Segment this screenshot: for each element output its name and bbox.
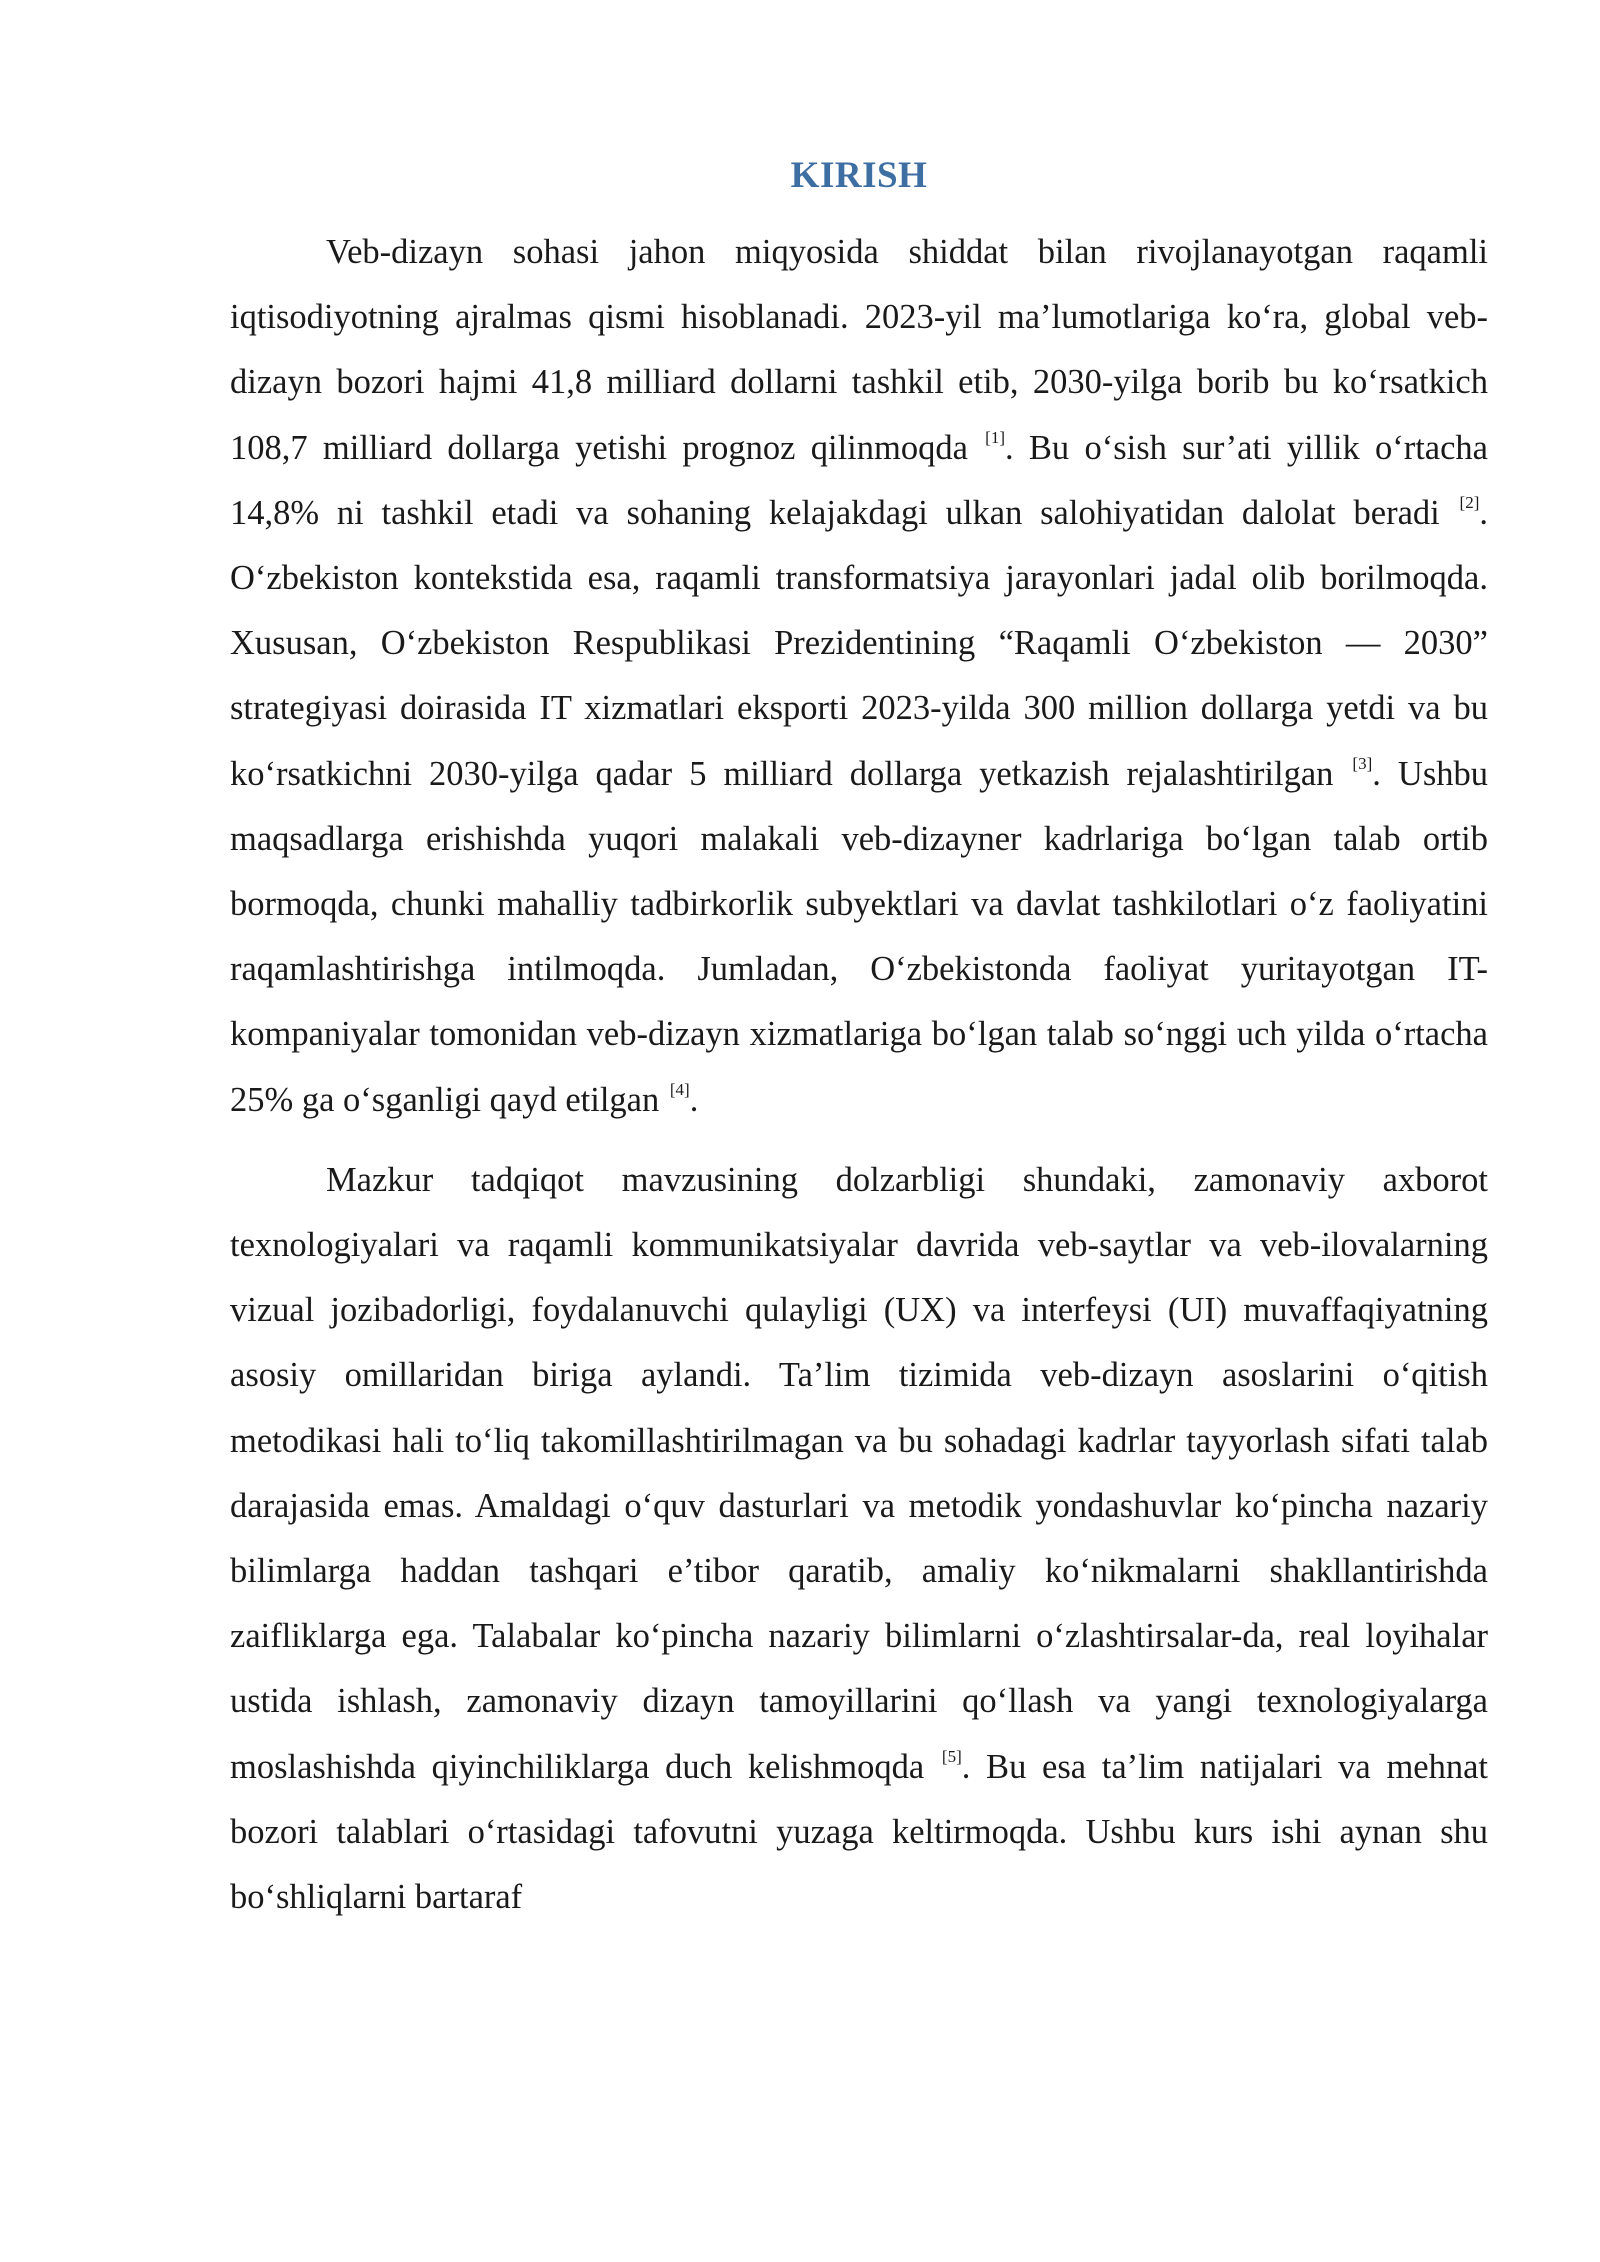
- text-run: . Ushbu maqsadlarga erishishda yuqori malakali veb-dizayner kadrlariga bo‘lgan talab ortib bormoqda, chunki mahalliy tadbirkorlik subyektlari va davlat tashkilotlari o‘z faoliyatini raqamlashtirishga intilmoqda. Jumladan, O‘zbekistonda faoliyat yuritayotgan IT-kompaniyalar tomonidan veb-dizayn xizmatlariga bo‘lgan talab so‘nggi uch yilda o‘rtacha 25% ga o‘sganligi qayd etilgan: [230, 754, 1488, 1119]
- text-run: . Bu esa ta’lim natijalari va mehnat bozori talablari o‘rtasidagi tafovutni yuzaga keltirmoqda. Ushbu kurs ishi aynan shu bo‘shliqlarni bartaraf: [230, 1747, 1488, 1917]
- citation-reference: [1]: [985, 427, 1005, 447]
- citation-reference: [3]: [1352, 753, 1373, 773]
- text-run: .: [689, 1080, 699, 1119]
- document-page: [230, 150, 1488, 1930]
- text-run: . O‘zbekiston kontekstida esa, raqamli transformatsiya jarayonlari jadal olib borilmoqda. Xususan, O‘zbekiston Respublikasi Prezidentining “Raqamli O‘zbekiston — 2030” strategiyasi doirasida IT xizmatlari eksporti 2023-yilda 300 million dollarga yetdi va bu ko‘rsatkichni 2030-yilga qadar 5 milliard dollarga yetkazish rejalashtirilgan: [230, 493, 1488, 793]
- section-heading: KIRISH: [790, 155, 928, 196]
- text-run: Veb-dizayn sohasi jahon miqyosida shiddat bilan rivojlanayotgan raqamli iqtisodiyotning ajralmas qismi hisoblanadi. 2023-yil ma’lumotlariga ko‘ra, global veb-dizayn bozori hajmi 41,8 milliard dollarni tashkil etib, 2030-yilga borib bu ko‘rsatkich 108,7 milliard dollarga yetishi prognoz qilinmoqda: [230, 233, 1488, 467]
- citation-reference: [4]: [669, 1079, 690, 1099]
- text-run: . Bu o‘sish sur’ati yillik o‘rtacha 14,8% ni tashkil etadi va sohaning kelajakdagi ulkan salohiyatidan dalolat beradi: [230, 428, 1488, 532]
- text-run: Mazkur tadqiqot mavzusining dolzarbligi shundaki, zamonaviy axborot texnologiyalari va raqamli kommunikatsiyalar davrida veb-saytlar va veb-ilovalarning vizual jozibadorligi, foydalanuvchi qulayligi (UX) va interfeysi (UI) muvaffaqiyatning asosiy omillaridan biriga aylandi. Ta’lim tizimida veb-dizayn asoslarini o‘qitish metodikasi hali to‘liq takomillashtirilmagan va bu sohadagi kadrlar tayyorlash sifati talab darajasida emas. Amaldagi o‘quv dasturlari va metodik yondashuvlar ko‘pincha nazariy bilimlarga haddan tashqari e’tibor qaratib, amaliy ko‘nikmalarni shakllantirishda zaifliklarga ega. Talabalar ko‘pincha nazariy bilimlarni o‘zlashtirsalar-da, real loyihalar ustida ishlash, zamonaviy dizayn tamoyillarini qo‘llash va yangi texnologiyalarga moslashishda qiyinchiliklarga duch kelishmoqda: [230, 1160, 1488, 1786]
- paragraph-relevance: [230, 1148, 1488, 1930]
- citation-reference: [5]: [941, 1746, 962, 1766]
- paragraph-intro: [230, 220, 1488, 1133]
- citation-reference: [2]: [1459, 492, 1480, 512]
